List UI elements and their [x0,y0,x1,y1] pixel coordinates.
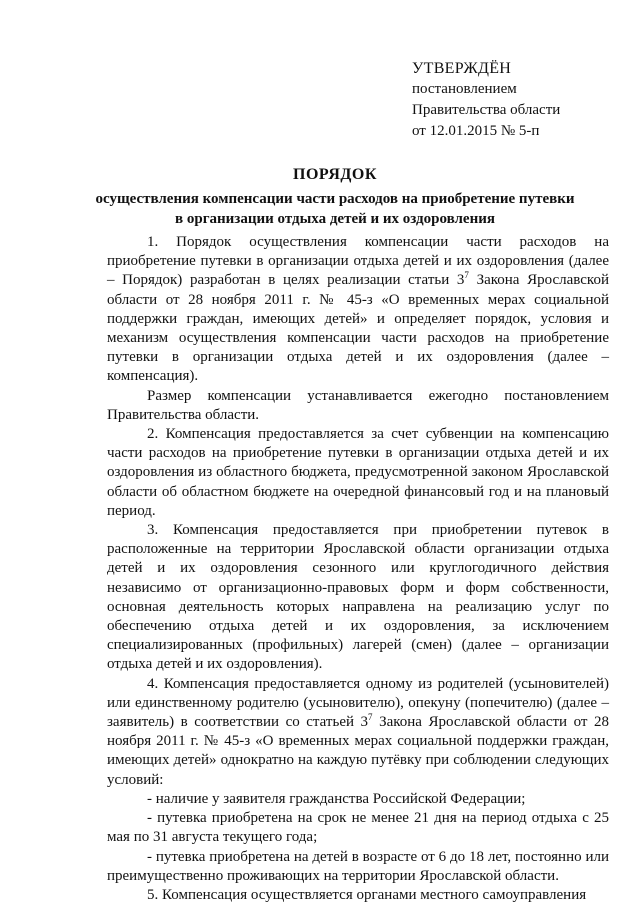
paragraph-1b: Размер компенсации устанавливается ежегодно постановлением Правительства области. [107,387,609,423]
title-heading: ПОРЯДОК [293,166,377,183]
title-subtitle-2: в организации отдыха детей и их оздоровления [175,211,495,227]
list-item: - путевка приобретена на детей в возрасте от 6 до 18 лет, постоянно или преимущественно проживающих на территории Ярославской области. [107,848,609,884]
list-item: - наличие у заявителя гражданства Российской Федерации; [147,790,526,807]
paragraph-4: 4. Компенсация предоставляется одному из родителей (усыновителей) или единственному родителю (усыновителю), опекуну (попечителю) (далее – заявитель) в соответствии со статьей $3^7$ Закона Ярославской области от 28 ноября 2011 г. № 45-з «О временных мерах социальной поддержки граждан, имеющих детей» однократно на каждую путёвку при соблюдении следующих условий: [107,675,609,788]
list-item: - путевка приобретена на срок не менее 21 дня на период отдыха с 25 мая по 31 августа текущего года; [107,810,609,846]
document-body [107,233,609,905]
approval-title: УТВЕРЖДЁН [412,60,512,77]
title-subtitle-1: осуществления компенсации части расходов на приобретение путевки [95,191,575,207]
paragraph-2: 2. Компенсация предоставляется за счет субвенции на компенсацию части расходов на приобретение путевки в организации отдыха детей и их оздоровления из областного бюджета, предусмотренной законом Ярославской области об областном бюджете на очередной финансовый год и на плановый период. [107,426,609,519]
approval-line-2: постановлением [412,81,517,97]
approval-stamp [412,58,560,142]
paragraph-1: 1. Порядок осуществления компенсации части расходов на приобретение путевки в организации отдыха детей и их оздоровления (далее – Порядок) разработан в целях реализации статьи $3^7$ Закона Ярославской области от 28 ноября 2011 г. № 45-з «О временных мерах социальной поддержки граждан, имеющих детей» и определяет порядок, условия и механизм осуществления компенсации части расходов на приобретение путевки в организации отдыха детей и их оздоровления (далее – компенсация). [107,234,609,385]
paragraph-5: 5. Компенсация осуществляется органами местного самоуправления [147,886,587,903]
approval-line-4: от 12.01.2015 № 5-п [412,123,540,139]
paragraph-3: 3. Компенсация предоставляется при приобретении путевок в расположенные на территории Ярославской области организации отдыха детей и их оздоровления сезонного или круглогодичного действия независимо от организационно-правовых форм и форм собственности, основная деятельность которых направлена на реализацию услуг по обеспечению отдыха детей и их оздоровления, за исключением специализированных (профильных) лагерей (смен) (далее – организации отдыха детей и их оздоровления). [107,522,609,673]
document-title [70,165,600,229]
approval-line-3: Правительства области [412,102,561,118]
